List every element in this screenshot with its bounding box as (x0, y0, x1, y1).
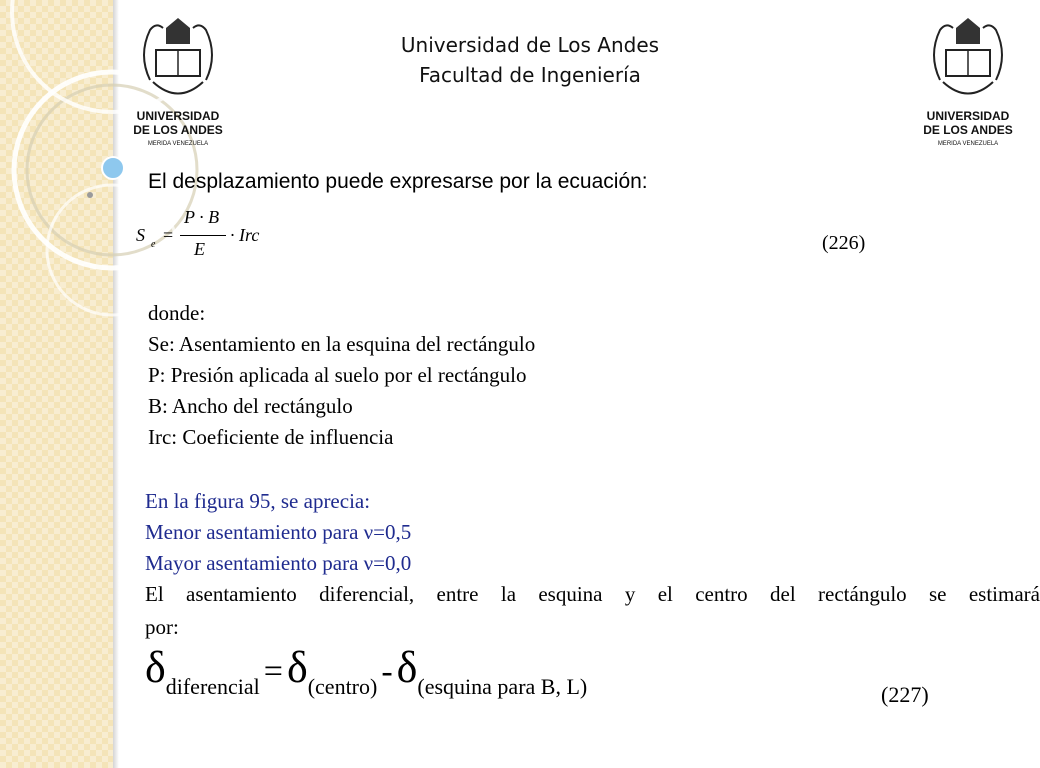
word: esquina (538, 582, 603, 606)
word: y (624, 582, 636, 606)
equation-227 (145, 642, 588, 699)
eq226-denominator: E (194, 239, 205, 259)
word: el (657, 582, 673, 606)
word: asentamiento (186, 582, 297, 606)
eq227-subscript-centro: (centro) (307, 674, 378, 699)
definition-item: P: Presión aplicada al suelo por el rectángulo (148, 363, 527, 387)
logo-name-line1: UNIVERSIDAD (136, 109, 220, 123)
eq226-lhs-subscript: e (151, 239, 156, 250)
paragraph-line-2: por: (145, 615, 179, 639)
eq226-factor: · Irc (230, 225, 260, 245)
word: rectángulo (818, 582, 907, 606)
header-university: Universidad de Los Andes (400, 33, 660, 57)
logo-place: MERIDA VENEZUELA (147, 141, 209, 147)
logo-place: MERIDA VENEZUELA (937, 141, 999, 147)
eq227-subscript-esquina: (esquina para B, L) (417, 674, 588, 699)
word: entre (436, 582, 479, 606)
slide-header (330, 30, 730, 90)
equation-226 (136, 205, 296, 265)
definitions-list (148, 298, 535, 453)
gray-dot (87, 192, 93, 198)
paragraph-line-1 (145, 579, 1040, 610)
delta-symbol: δ (145, 643, 166, 692)
observation-item: Menor asentamiento para ν=0,5 (145, 520, 412, 544)
logo-name-line1: UNIVERSIDAD (926, 109, 1010, 123)
word: la (500, 582, 517, 606)
delta-symbol: δ (396, 643, 418, 692)
eq226-fraction-bar (180, 235, 226, 236)
eq226-lhs: S (136, 225, 145, 245)
intro-text: El desplazamiento puede expresarse por la ecuación: (148, 170, 648, 193)
word: estimará (968, 582, 1040, 606)
eq227-minus: - (381, 653, 393, 690)
university-logo-left (128, 10, 228, 150)
observation-item: Mayor asentamiento para ν=0,0 (145, 551, 412, 575)
logo-name-line2: DE LOS ANDES (133, 123, 223, 137)
header-faculty: Facultad de Ingeniería (419, 63, 641, 87)
differential-settlement-paragraph (145, 579, 1040, 643)
definition-item: Irc: Coeficiente de influencia (148, 425, 394, 449)
eq226-equals: = (163, 225, 174, 245)
decorative-rings (0, 0, 140, 330)
word: diferencial, (319, 582, 415, 606)
word: del (770, 582, 796, 606)
eq226-numerator: P · B (184, 207, 220, 227)
observations-list (145, 486, 411, 579)
definition-item: donde: (148, 301, 206, 325)
word: centro (695, 582, 748, 606)
eq227-equals: = (263, 653, 283, 690)
equation-number-226: (226) (822, 232, 866, 254)
word: El (145, 582, 164, 606)
equation-number-227: (227) (881, 682, 929, 707)
delta-symbol: δ (286, 643, 308, 692)
eq227-subscript-diferencial: diferencial (165, 674, 260, 699)
logo-name-line2: DE LOS ANDES (923, 123, 1013, 137)
blue-dot (102, 157, 124, 179)
word: se (929, 582, 947, 606)
observation-item: En la figura 95, se aprecia: (145, 489, 371, 513)
university-logo-right (918, 10, 1018, 150)
definition-item: Se: Asentamiento en la esquina del rectángulo (148, 332, 536, 356)
definition-item: B: Ancho del rectángulo (148, 394, 353, 418)
